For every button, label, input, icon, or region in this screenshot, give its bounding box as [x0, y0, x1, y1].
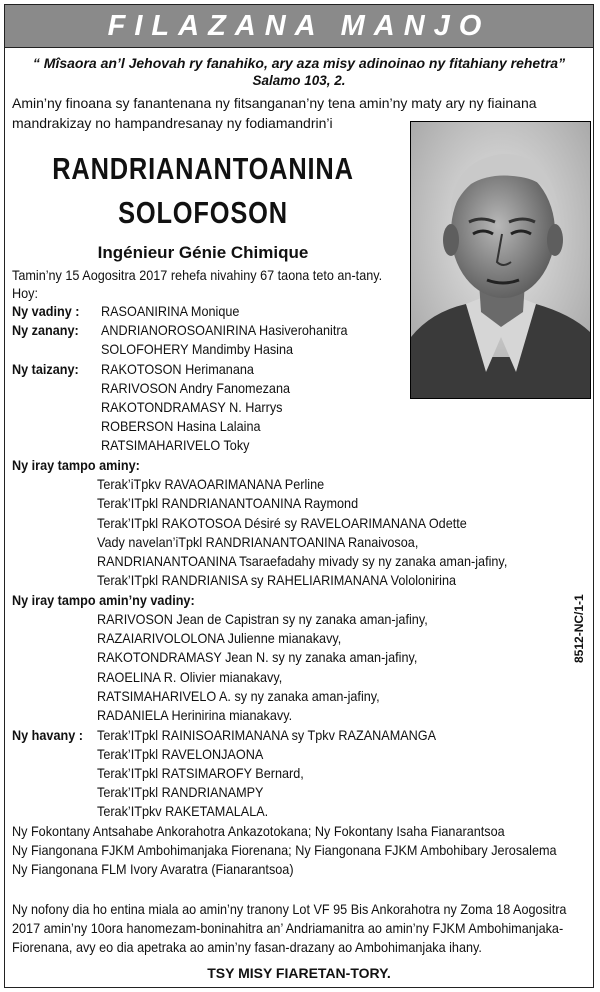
- iray-tampo-aminy-name: Terak’iTpkv RAVAOARIMANANA Perline: [97, 477, 325, 492]
- iray-tampo-vadiny-label: Ny iray tampo amin’ny vadiny:: [12, 593, 195, 608]
- vadiny-name: RASOANIRINA Monique: [101, 304, 240, 319]
- iray-tampo-aminy-name: RANDRIANANTOANINA Tsaraefadahy mivady sy ny zanaka aman-jafiny,: [97, 554, 508, 569]
- iray-tampo-vadiny-name: RAZAIARIVOLOLONA Julienne mianakavy,: [97, 631, 342, 646]
- taizany-label: Ny taizany:: [12, 362, 79, 377]
- zanany-label: Ny zanany:: [12, 323, 79, 338]
- iray-tampo-aminy-name: Terak’ITpkl RANDRIANISA sy RAHELIARIMANANA Vololonirina: [97, 573, 457, 588]
- bible-quote: “ Mîsaora an’l Jehovah ry fanahiko, ary aza misy adinoinao ny fitahiany rehetra”: [32, 55, 566, 71]
- zanany-name: ANDRIANOROSOANIRINA Hasiverohanitra: [101, 323, 348, 338]
- iray-tampo-vadiny-name: RAOELINA R. Olivier mianakavy,: [97, 670, 283, 685]
- header-title: FILAZANA MANJO: [107, 9, 491, 42]
- havany-name: Terak’ITpkl RATSIMAROFY Bernard,: [97, 766, 304, 781]
- community-line: Ny Fokontany Antsahabe Ankorahotra Ankazotokana; Ny Fokontany Isaha Fianarantsoa: [12, 824, 505, 839]
- vadiny-label: Ny vadiny :: [12, 304, 80, 319]
- iray-tampo-vadiny-name: RAKOTONDRAMASY Jean N. sy ny zanaka aman-jafiny,: [97, 650, 418, 665]
- iray-tampo-aminy-label: Ny iray tampo aminy:: [12, 458, 140, 473]
- header-banner: [5, 5, 593, 48]
- iray-tampo-aminy-name: Terak’ITpkl RAKOTOSOA Désiré sy RAVELOARIMANANA Odette: [97, 516, 467, 531]
- iray-tampo-vadiny-name: RADANIELA Herinirina mianakavy.: [97, 708, 293, 723]
- deceased-name-line2: SOLOFOSON: [118, 195, 288, 230]
- obituary-frame: [4, 4, 594, 988]
- funeral-line: Ny nofony dia ho entina miala ao amin’ny tranony Lot VF 95 Bis Ankorahotra ny Zoma 18 Aogositra: [12, 902, 567, 917]
- deceased-name-line1: RANDRIANANTOANINA: [52, 151, 354, 186]
- portrait-image: [411, 122, 590, 398]
- taizany-name: RARIVOSON Andry Fanomezana: [101, 381, 291, 396]
- taizany-name: RAKOTONDRAMASY N. Harrys: [101, 400, 283, 415]
- funeral-line: 2017 amin’ny 10ora hanomezam-boninahitra an’ Andriamanitra ao amin’ny FJKM Ambohimanjaka-: [12, 921, 564, 936]
- community-line: Ny Fiangonana FLM Ivory Avaratra (Fianarantsoa): [12, 862, 294, 877]
- havany-name: Terak’ITpkl RANDRIANAMPY: [97, 785, 264, 800]
- portrait-photo: [410, 121, 591, 399]
- havany-label: Ny havany :: [12, 728, 83, 743]
- taizany-name: RATSIMAHARIVELO Toky: [101, 438, 250, 453]
- community-line: Ny Fiangonana FJKM Ambohimanjaka Fiorenana; Ny Fiangonana FJKM Ambohibary Jerosalema: [12, 843, 557, 858]
- funeral-line: Fiorenana, avy eo dia apetraka ao amin’ny fasan-drazany ao Ambohimanjaka ihany.: [12, 940, 482, 955]
- hoy-label: Hoy:: [12, 286, 38, 301]
- havany-name: Terak’ITpkl RAINISOARIMANANA sy Tpkv RAZANAMANGA: [97, 728, 437, 743]
- zanany-name: SOLOFOHERY Mandimby Hasina: [101, 342, 294, 357]
- ad-reference-code: 8512-NC/1-1: [572, 594, 586, 663]
- havany-name: Terak’ITpkv RAKETAMALALA.: [97, 804, 269, 819]
- iray-tampo-vadiny-name: RATSIMAHARIVELO A. sy ny zanaka aman-jafiny,: [97, 689, 380, 704]
- death-notice: Tamin’ny 15 Aogositra 2017 rehefa nivahiny 67 taona teto an-tany.: [12, 268, 383, 283]
- iray-tampo-aminy-name: Vady navelan’iTpkl RANDRIANANTOANINA Ranaivosoa,: [97, 535, 419, 550]
- taizany-name: ROBERSON Hasina Lalaina: [101, 419, 261, 434]
- iray-tampo-aminy-name: Terak’ITpkl RANDRIANANTOANINA Raymond: [97, 496, 359, 511]
- bible-reference: Salamo 103, 2.: [252, 73, 346, 88]
- closing-note: TSY MISY FIARETAN-TORY.: [207, 965, 391, 981]
- havany-name: Terak’ITpkl RAVELONJAONA: [97, 747, 264, 762]
- deceased-title: Ingénieur Génie Chimique: [97, 243, 309, 262]
- taizany-name: RAKOTOSON Herimanana: [101, 362, 254, 377]
- intro-text: Amin’ny finoana sy fanantenana ny fitsanganan’ny tena amin’ny maty ary ny fiainana mandrakizay no hampandresanay ny fodiamandrin’i: [12, 95, 537, 131]
- iray-tampo-vadiny-name: RARIVOSON Jean de Capistran sy ny zanaka aman-jafiny,: [97, 612, 428, 627]
